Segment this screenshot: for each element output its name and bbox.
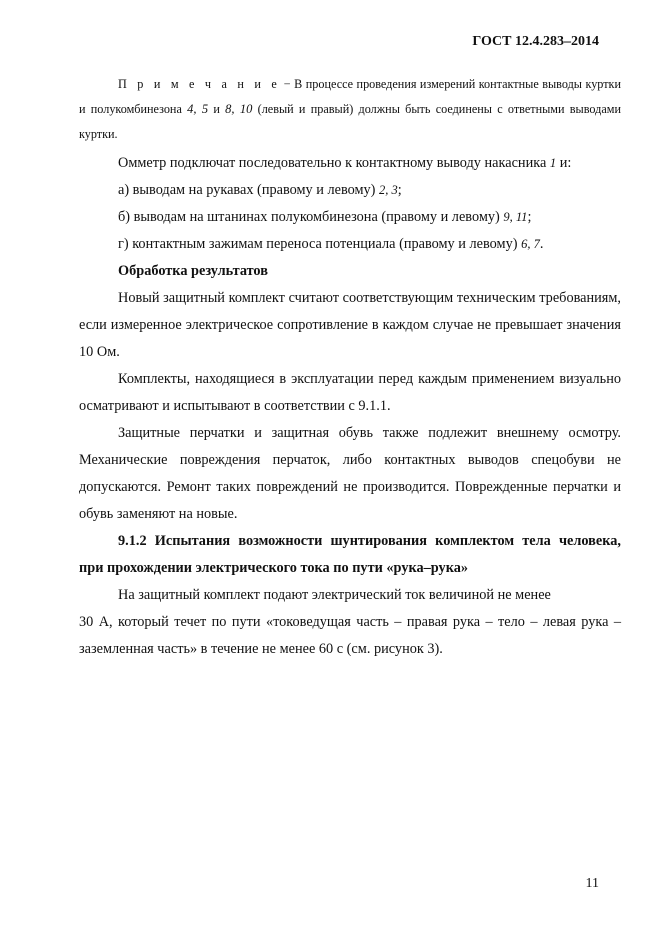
list-item [79, 177, 621, 204]
results-paragraph-2: Комплекты, находящиеся в эксплуатации перед каждым применением визуально осматривают и испытывают в соответствии с 9.1.1. [79, 371, 621, 414]
ohmmeter-tail: и: [556, 155, 572, 171]
note-dash: − [280, 77, 295, 91]
list-item-text: б) выводам на штанинах полукомбинезона (правому и левому) [118, 209, 504, 225]
note-refs-2: 8, 10 [225, 102, 253, 116]
results-paragraph-3: Защитные перчатки и защитная обувь также подлежит внешнему осмотру. Механические повреждения перчаток, либо контактных выводов спецобуви не допускаются. Ремонт таких повреждений не производится. Поврежденные перчатки и обувь заменяют на новые. [79, 425, 621, 522]
list-item-ref: 2, 3 [379, 183, 398, 197]
page-number: 11 [585, 876, 599, 891]
note-text-2: и [208, 102, 226, 116]
list-item-tail: . [539, 236, 544, 252]
ohmmeter-paragraph [79, 150, 621, 177]
note-text-3: (левый и правый) должны быть соединены с ответными выводами куртки. [79, 102, 621, 141]
ohmmeter-text: Омметр подключат последовательно к контактному выводу накасника [118, 155, 550, 171]
results-paragraph-1: Новый защитный комплект считают соответствующим техническим требованиям, если измеренное электрическое сопротивление в каждом случае не превышает значения 10 Ом. [79, 290, 621, 360]
note-paragraph [79, 72, 621, 147]
section-paragraph-1: На защитный комплект подают электрический ток величиной не менее [118, 587, 551, 603]
list-item-tail: ; [527, 209, 532, 225]
ohmmeter-ref: 1 [549, 156, 557, 170]
list-item [79, 204, 621, 231]
section-heading: 9.1.2 Испытания возможности шунтирования комплектом тела человека, при прохождении электрического тока по пути «рука–рука» [79, 533, 621, 576]
results-heading: Обработка результатов [118, 263, 268, 279]
list-item-text: г) контактным зажимам переноса потенциала (правому и левому) [118, 236, 522, 252]
list-item-tail: ; [397, 182, 402, 198]
page-content [79, 72, 621, 663]
list-item [79, 231, 621, 258]
list-item-ref: 9, 11 [503, 210, 528, 224]
note-text-1: В процессе проведения измерений контактные выводы куртки и полукомбинезона [79, 77, 621, 116]
note-refs-1: 4, 5 [187, 102, 209, 116]
list-item-ref: 6, 7 [521, 237, 540, 251]
document-header: ГОСТ 12.4.283–2014 [472, 34, 599, 49]
list-item-text: а) выводам на рукавах (правому и левому) [118, 182, 380, 198]
note-label: П р и м е ч а н и е [118, 77, 281, 91]
section-paragraph-2: 30 А, который течет по пути «токоведущая часть – правая рука – тело – левая рука – заземленная часть» в течение не менее 60 с (см. рисунок 3). [79, 614, 621, 657]
